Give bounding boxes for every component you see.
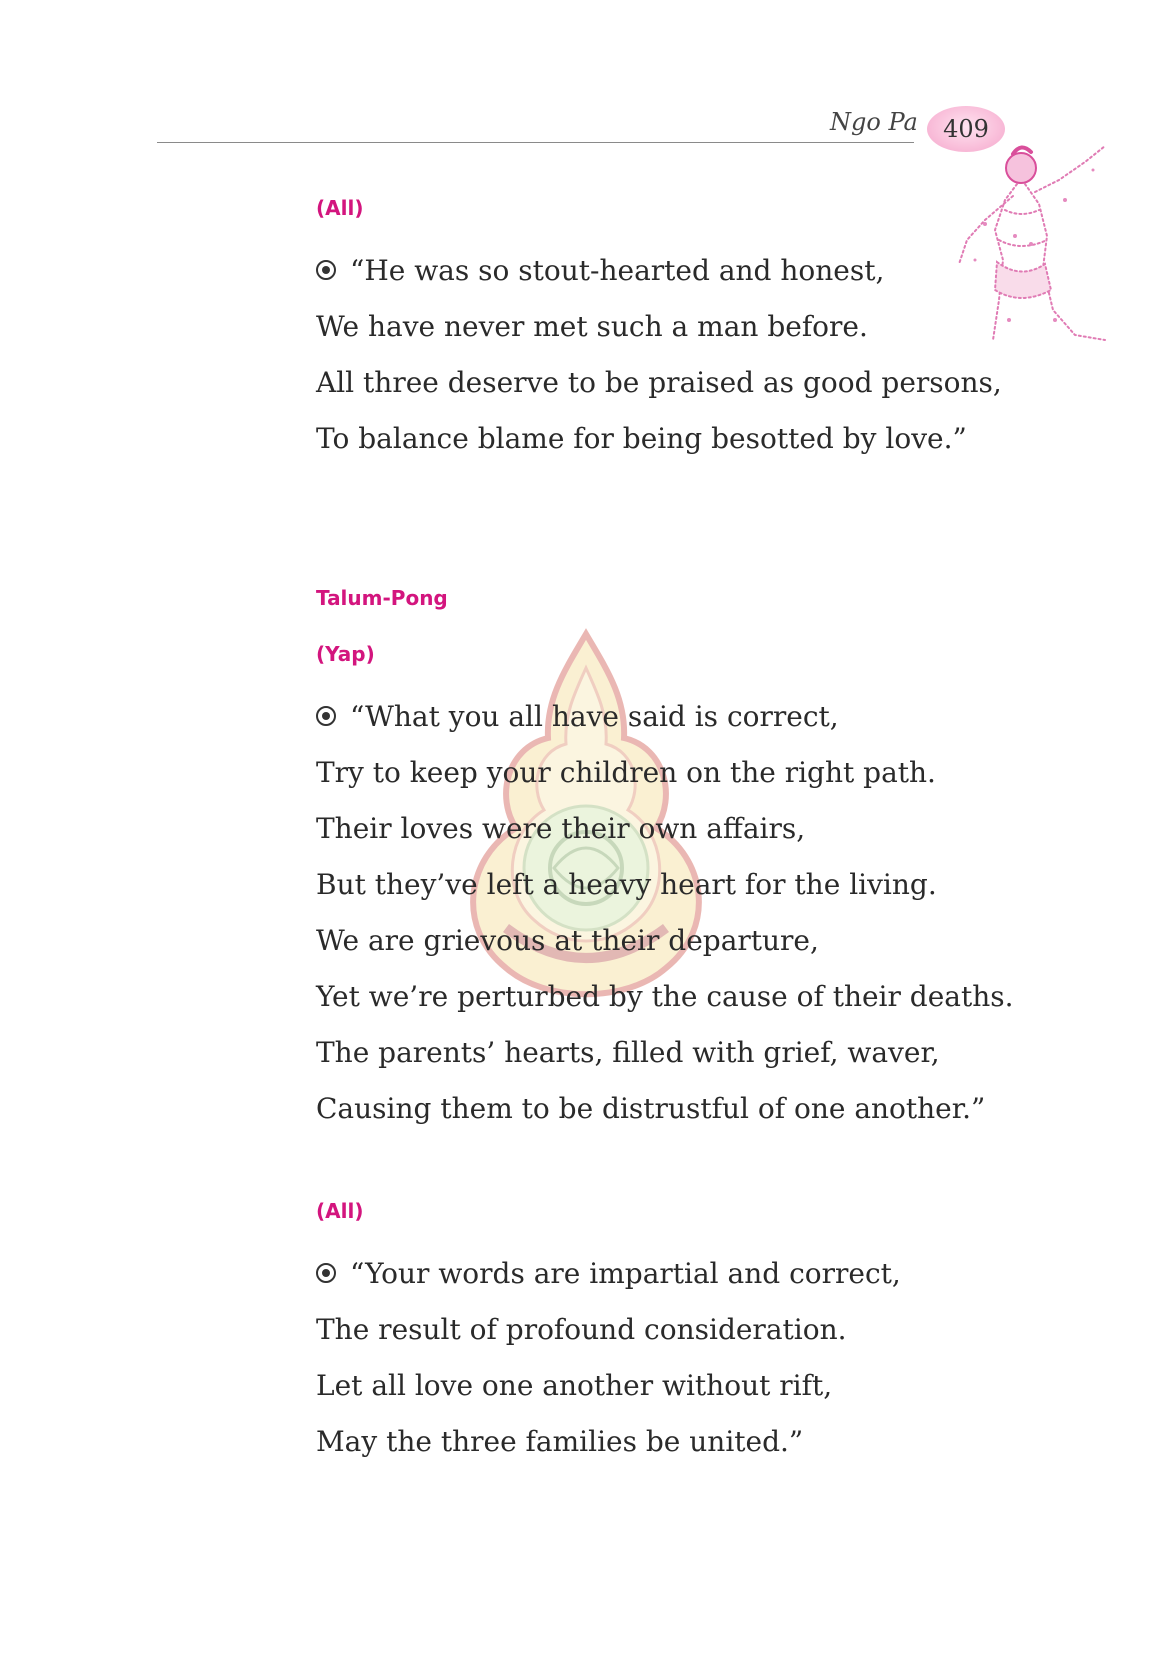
verse-line: The result of profound consideration. [316,1313,847,1346]
verse-line: “Your words are impartial and correct, [316,1246,901,1302]
verse-block-3 [316,1199,901,1470]
header-rule [157,142,914,143]
verse-line: To balance blame for being besotted by love.” [316,422,967,455]
verse-line: “What you all have said is correct, [316,689,1014,745]
verse-line: But they’ve left a heavy heart for the living. [316,868,937,901]
verse-line: We are grievous at their departure, [316,924,819,957]
verse-line: Causing them to be distrustful of one another.” [316,1092,986,1125]
verse-line: Yet we’re perturbed by the cause of their deaths. [316,980,1014,1013]
speaker-label: (All) [316,1199,364,1223]
bullseye-icon [316,706,336,726]
speaker-label: (Yap) [316,642,375,666]
verse-line: May the three families be united.” [316,1425,804,1458]
verse-block-1 [316,196,1002,467]
verse-line: Let all love one another without rift, [316,1369,833,1402]
verse-line: The parents’ hearts, filled with grief, waver, [316,1036,940,1069]
speaker-label: (All) [316,196,364,220]
verse-line: “He was so stout-hearted and honest, [316,243,1002,299]
section-heading: Talum-Pong [316,586,448,610]
verse-line: Try to keep your children on the right path. [316,756,936,789]
verse-line: We have never met such a man before. [316,310,868,343]
running-title: Ngo Pa [830,108,918,136]
bullseye-icon [316,1263,336,1283]
verse-line: Their loves were their own affairs, [316,812,806,845]
verse-block-2 [316,586,1014,1137]
verse-line: All three deserve to be praised as good persons, [316,366,1002,399]
page-number: 409 [943,115,989,143]
bullseye-icon [316,260,336,280]
